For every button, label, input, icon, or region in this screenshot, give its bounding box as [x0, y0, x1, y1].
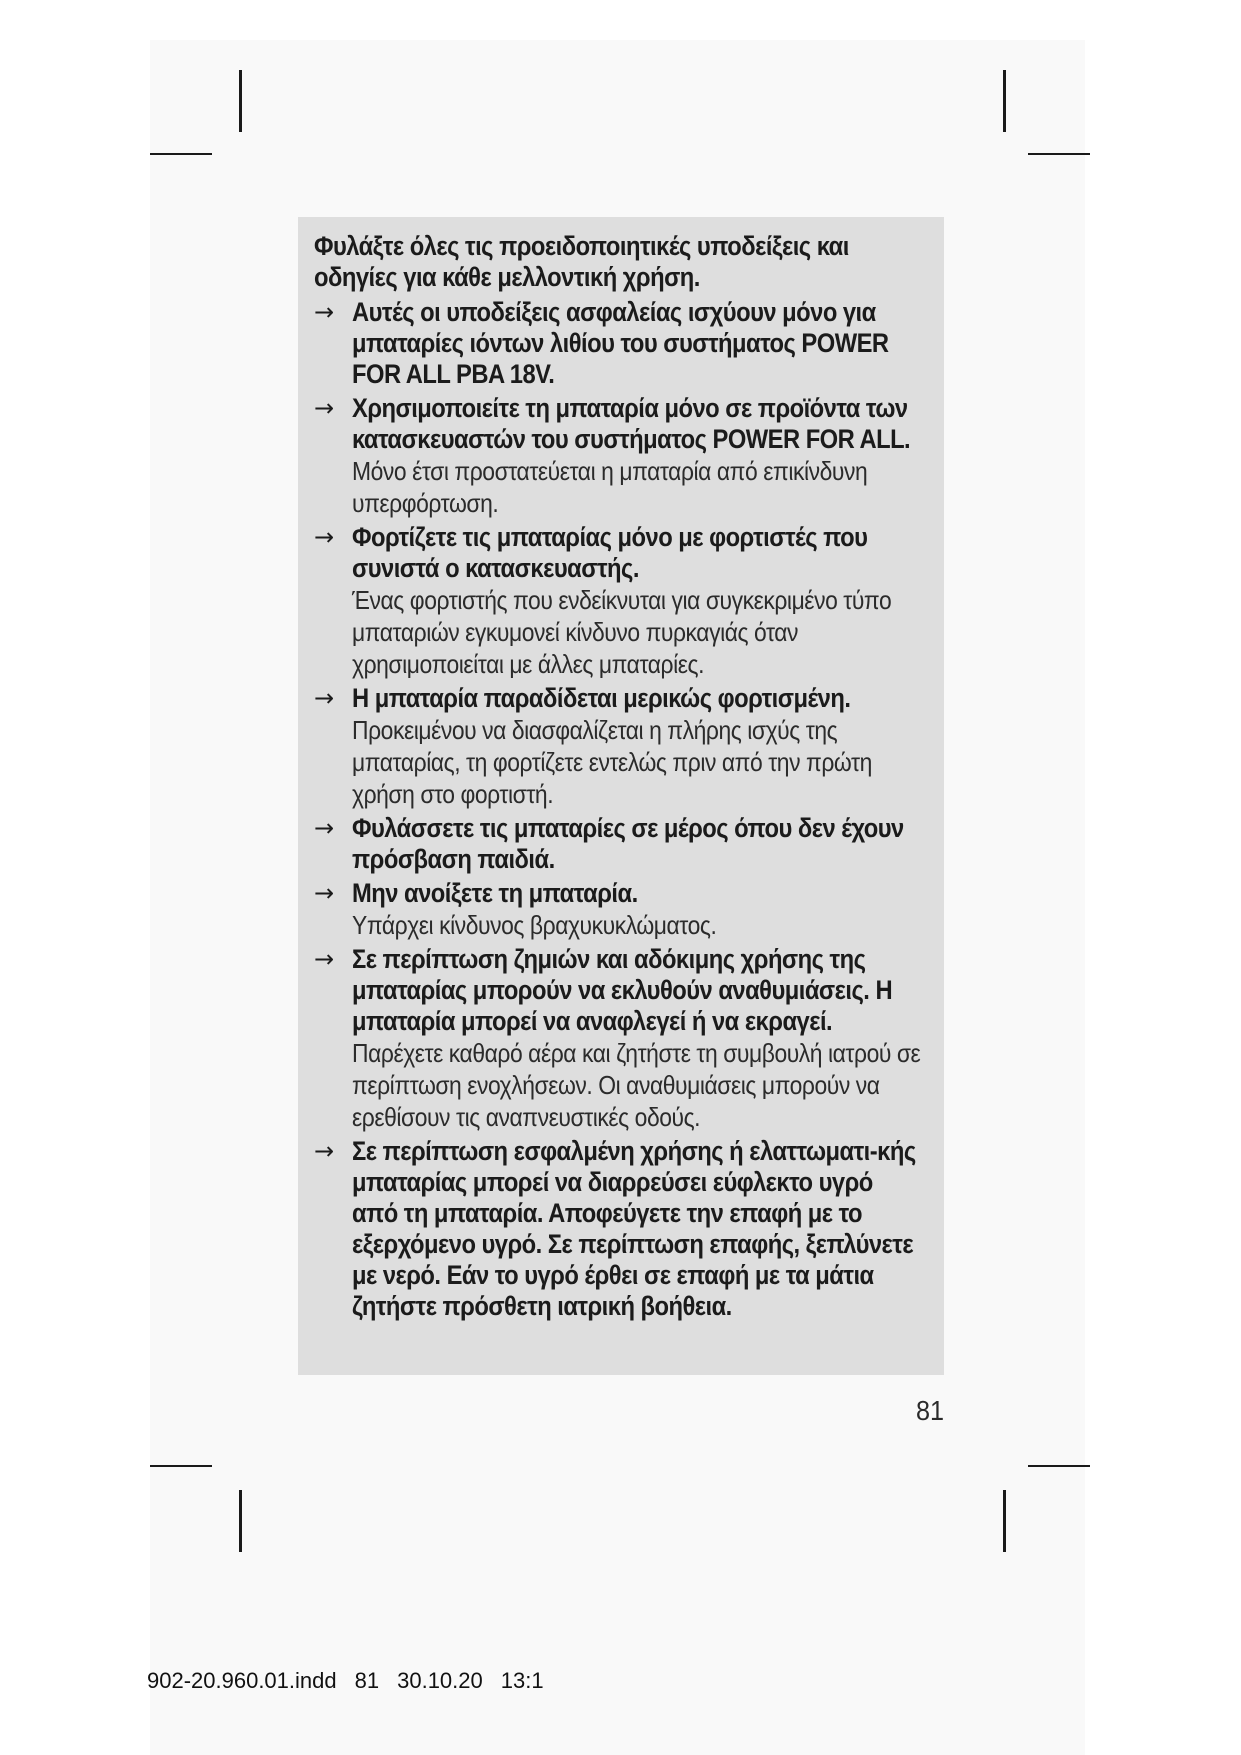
crop-mark-top-left-vertical — [239, 70, 242, 132]
arrow-right-icon: → — [314, 1137, 335, 1165]
warning-item-bold-text: Η μπαταρία παραδίδεται μερικώς φορτισμένη. — [352, 683, 851, 713]
warning-item — [314, 522, 922, 680]
arrow-right-icon: → — [314, 684, 335, 712]
warning-item-detail-text: Ένας φορτιστής που ενδείκνυται για συγκεκριμένο τύπο μπαταριών εγκυμονεί κίνδυνο πυρκαγιάς όταν χρησιμοποιείται με άλλες μπαταρίες. — [352, 585, 892, 679]
warning-item — [314, 878, 922, 941]
arrow-right-icon: → — [314, 879, 335, 907]
arrow-right-icon: → — [314, 394, 335, 422]
arrow-right-icon: → — [314, 945, 335, 973]
warning-item-bold-text: Φορτίζετε τις μπαταρίας μόνο με φορτιστές που συνιστά ο κατασκευαστής. — [352, 522, 868, 583]
warning-item — [314, 297, 922, 390]
warning-item — [314, 1136, 922, 1322]
slug-page: 81 — [354, 1668, 380, 1693]
warning-item — [314, 813, 922, 875]
arrow-right-icon: → — [314, 523, 335, 551]
crop-mark-bottom-right-vertical — [1003, 1490, 1006, 1552]
crop-mark-top-right-horizontal — [1028, 153, 1090, 155]
warning-item-bold-text: Αυτές οι υποδείξεις ασφαλείας ισχύουν μόνο για μπαταρίες ιόντων λιθίου του συστήματος POWER FOR ALL PBA 18V. — [352, 297, 889, 389]
crop-mark-bottom-left-horizontal — [150, 1465, 212, 1467]
crop-mark-bottom-left-vertical — [239, 1490, 242, 1552]
warning-item-detail-text: Παρέχετε καθαρό αέρα και ζητήστε τη συμβουλή ιατρού σε περίπτωση ενοχλήσεων. Οι αναθυμιάσεις μπορούν να ερεθίσουν τις αναπνευστικές οδούς. — [352, 1038, 921, 1132]
warning-item — [314, 683, 922, 810]
slug-filename: 902-20.960.01.indd — [147, 1668, 337, 1693]
warning-item-detail-text: Μόνο έτσι προστατεύεται η μπαταρία από επικίνδυνη υπερφόρτωση. — [352, 456, 868, 518]
print-slug — [147, 1668, 562, 1694]
arrow-right-icon: → — [314, 298, 335, 326]
warning-item-detail-text: Προκειμένου να διασφαλίζεται η πλήρης ισχύς της μπαταρίας, τη φορτίζετε εντελώς πριν από την πρώτη χρήση στο φορτιστή. — [352, 715, 872, 809]
warning-item — [314, 393, 922, 519]
slug-time: 13:1 — [500, 1668, 544, 1693]
arrow-right-icon: → — [314, 814, 335, 842]
slug-date: 30.10.20 — [397, 1668, 483, 1693]
warning-item-bold-text: Μην ανοίξετε τη μπαταρία. — [352, 878, 638, 908]
page-number: 81 — [915, 1395, 944, 1426]
warning-item-bold-text: Φυλάσσετε τις μπαταρίες σε μέρος όπου δεν έχουν πρόσβαση παιδιά. — [352, 813, 904, 874]
warning-item-bold-text: Χρησιμοποιείτε τη μπαταρία μόνο σε προϊόντα των κατασκευαστών του συστήματος POWER FOR ALL. — [352, 393, 911, 454]
warning-item-detail-text: Υπάρχει κίνδυνος βραχυκυκλώματος. — [352, 910, 717, 940]
crop-mark-top-left-horizontal — [150, 153, 212, 155]
warning-item-bold-text: Σε περίπτωση εσφαλμένη χρήσης ή ελαττωματι-κής μπαταρίας μπορεί να διαρρεύσει εύφλεκτο υγρό από τη μπαταρία. Αποφεύγετε την επαφή με το εξερχόμενο υγρό. Σε περίπτωση επαφής, ξεπλύνετε με νερό. Εάν το υγρό έρθει σε επαφή με τα μάτια ζητήστε πρόσθετη ιατρική βοήθεια. — [352, 1136, 916, 1321]
warning-item-bold-text: Σε περίπτωση ζημιών και αδόκιμης χρήσης της μπαταρίας μπορούν να εκλυθούν αναθυμιάσεις. Η μπαταρία μπορεί να αναφλεγεί ή να εκραγεί. — [352, 944, 893, 1036]
warning-intro: Φυλάξτε όλες τις προειδοποιητικές υποδείξεις και οδηγίες για κάθε μελλοντική χρήση. — [314, 231, 849, 292]
crop-mark-bottom-right-horizontal — [1028, 1465, 1090, 1467]
warning-item — [314, 944, 922, 1133]
safety-warning-box — [298, 217, 944, 1375]
crop-mark-top-right-vertical — [1003, 70, 1006, 132]
